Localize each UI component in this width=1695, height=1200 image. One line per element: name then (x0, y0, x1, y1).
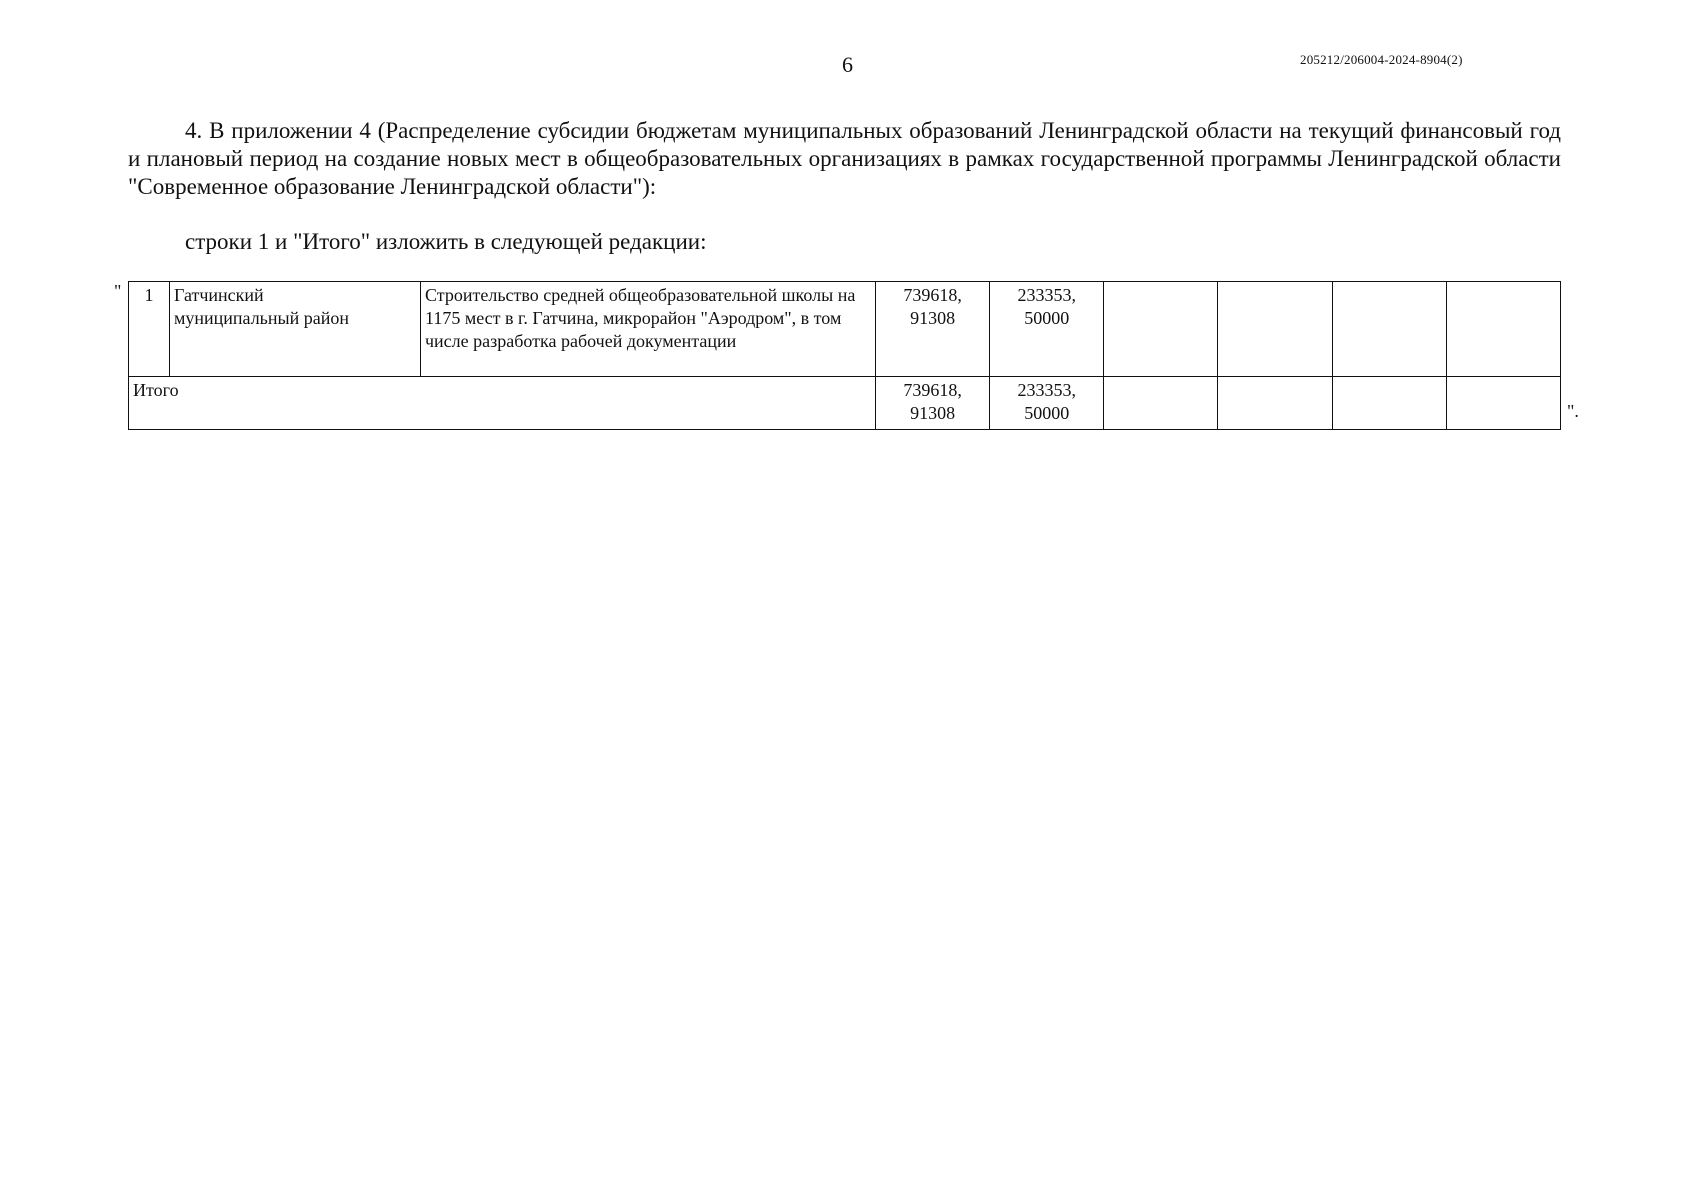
total-amount-cell-3 (1104, 377, 1218, 430)
municipality-cell (170, 282, 421, 377)
table-row (129, 282, 1561, 377)
total-amount-2-part-1: 233353, (1017, 380, 1076, 400)
amount-cell-4 (1218, 282, 1332, 377)
municipality-name-line-2: муниципальный район (174, 308, 350, 328)
total-amount-cell-4 (1218, 377, 1332, 430)
opening-quote-mark: " (114, 281, 122, 301)
amount-1-part-1: 739618, (903, 285, 962, 305)
total-amount-1-part-2: 91308 (910, 403, 956, 423)
total-amount-cell-6 (1446, 377, 1560, 430)
amount-cell-3 (1104, 282, 1218, 377)
amount-cell-5 (1332, 282, 1446, 377)
amount-1-part-2: 91308 (910, 308, 956, 328)
project-description-cell: Строительство средней общеобразовательной школы на 1175 мест в г. Гатчина, микрорайон "Аэродром", в том числе разработка рабочей документации (421, 282, 876, 377)
instruction-text: строки 1 и "Итого" изложить в следующей редакции: (185, 229, 707, 254)
page-number: 6 (842, 52, 853, 77)
municipality-name-line-1: Гатчинский (174, 285, 264, 305)
row-number-cell: 1 (129, 282, 170, 377)
amendment-paragraph: 4. В приложении 4 (Распределение субсидии бюджетам муниципальных образований Ленинградской области на текущий финансовый год и плановый период на создание новых мест в общеобразовательных организациях в рамках государственной программы Ленинградской области "Современное образование Ленинградской области"): (128, 118, 1561, 199)
total-label-cell: Итого (129, 377, 876, 430)
total-amount-1-part-1: 739618, (903, 380, 962, 400)
amount-cell-1 (876, 282, 990, 377)
subsidy-table (128, 281, 1561, 430)
total-row (129, 377, 1561, 430)
amount-2-part-2: 50000 (1024, 308, 1070, 328)
amount-cell-2 (990, 282, 1104, 377)
amount-cell-6 (1446, 282, 1560, 377)
closing-quote-mark: ". (1567, 401, 1579, 421)
document-id: 205212/206004-2024-8904(2) (1300, 52, 1463, 67)
total-amount-cell-2 (990, 377, 1104, 430)
total-amount-cell-1 (876, 377, 990, 430)
amount-2-part-1: 233353, (1017, 285, 1076, 305)
total-amount-2-part-2: 50000 (1024, 403, 1070, 423)
total-amount-cell-5 (1332, 377, 1446, 430)
